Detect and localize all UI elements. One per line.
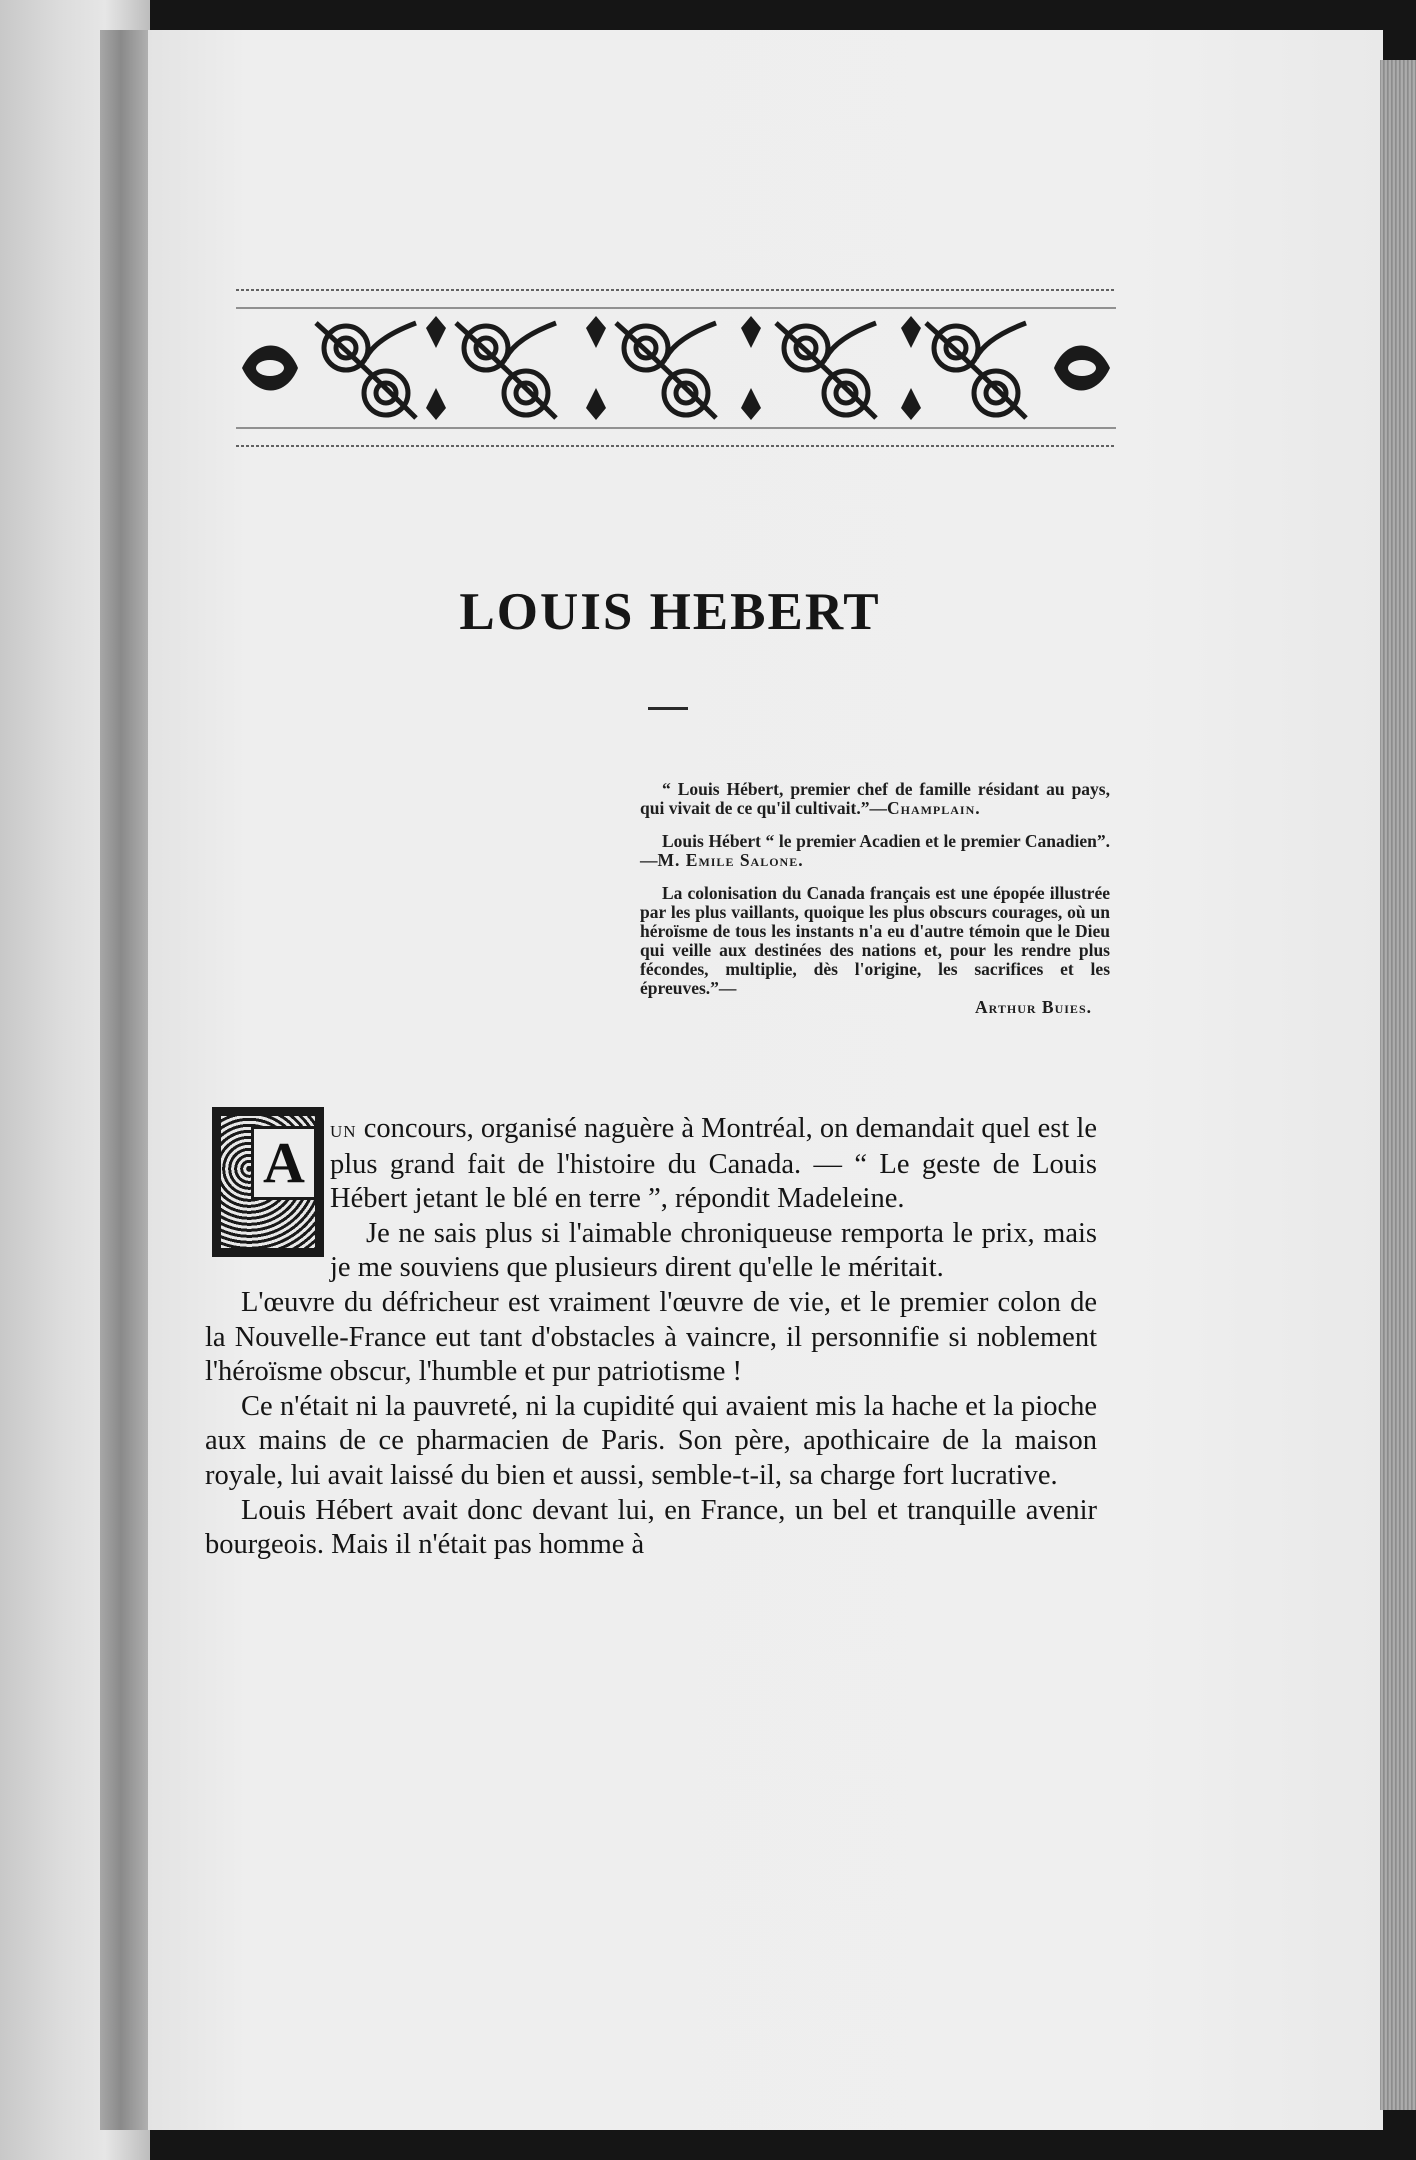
paragraph-1-text: concours, organisé naguère à Montréal, on demandait quel est le plus grand fait de l'histoire du Canada. — “ Le geste de Louis Hébert jetant le blé en terre ”, répondit Madeleine. [330, 1113, 1097, 1215]
chapter-body [205, 1112, 1097, 1563]
paragraph-3: L'œuvre du défricheur est vraiment l'œuvre de vie, et le premier colon de la Nouvelle-France eut tant d'obstacles à vaincre, il personnifie si noblement l'héroïsme obscur, l'humble et pur patriotisme ! [205, 1286, 1097, 1388]
paragraph-5: Louis Hébert avait donc devant lui, en France, un bel et tranquille avenir bourgeois. Mais il n'était pas homme à [205, 1494, 1097, 1561]
epigraph-1-text: “ Louis Hébert, premier chef de famille résidant au pays, qui vivait de ce qu'il cultivait.”— [640, 779, 1110, 818]
epigraph-3-text: La colonisation du Canada français est une épopée illustrée par les plus vaillants, quoique les plus obscurs courages, où un héroïsme de tous les instants n'a eu d'autre témoin que le Dieu qui veille aux destinées des nations et, pour les rendre plus fécondes, multiplie, dès l'origine, les sacrifices et les épreuves.”— [640, 883, 1110, 998]
decorative-ornament-band [236, 288, 1116, 448]
book-gutter [100, 30, 152, 2130]
epigraph-block [640, 780, 1110, 1017]
dropcap-letter: A [251, 1126, 317, 1200]
paragraph-1 [205, 1112, 1097, 1217]
paragraph-2: Je ne sais plus si l'aimable chroniqueuse remporta le prix, mais je me souviens que plusieurs dirent qu'elle le méritait. [330, 1217, 1097, 1284]
title-dash-separator [648, 707, 688, 710]
page-stack-edge [1380, 60, 1416, 2110]
paragraph-1-smallcaps: un [330, 1117, 357, 1143]
paragraph-4: Ce n'était ni la pauvreté, ni la cupidité qui avaient mis la hache et la pioche aux mains de ce pharmacien de Paris. Son père, apothicaire de la maison royale, lui avait laissé du bien et aussi, semble-t-il, sa charge fort lucrative. [205, 1390, 1097, 1491]
epigraph-1-source: Champlain. [886, 798, 981, 818]
epigraph-2 [640, 832, 1110, 870]
epigraph-1 [640, 780, 1110, 818]
epigraph-2-text: Louis Hébert “ le premier Acadien et le premier Canadien”.— [640, 831, 1110, 870]
dropcap-spacer [205, 1112, 330, 1260]
epigraph-3-source: Arthur Buies. [975, 997, 1092, 1017]
epigraph-3 [640, 884, 1110, 998]
chapter-title: LOUIS HEBERT [459, 583, 881, 641]
epigraph-2-source: M. Emile Salone. [657, 850, 804, 870]
